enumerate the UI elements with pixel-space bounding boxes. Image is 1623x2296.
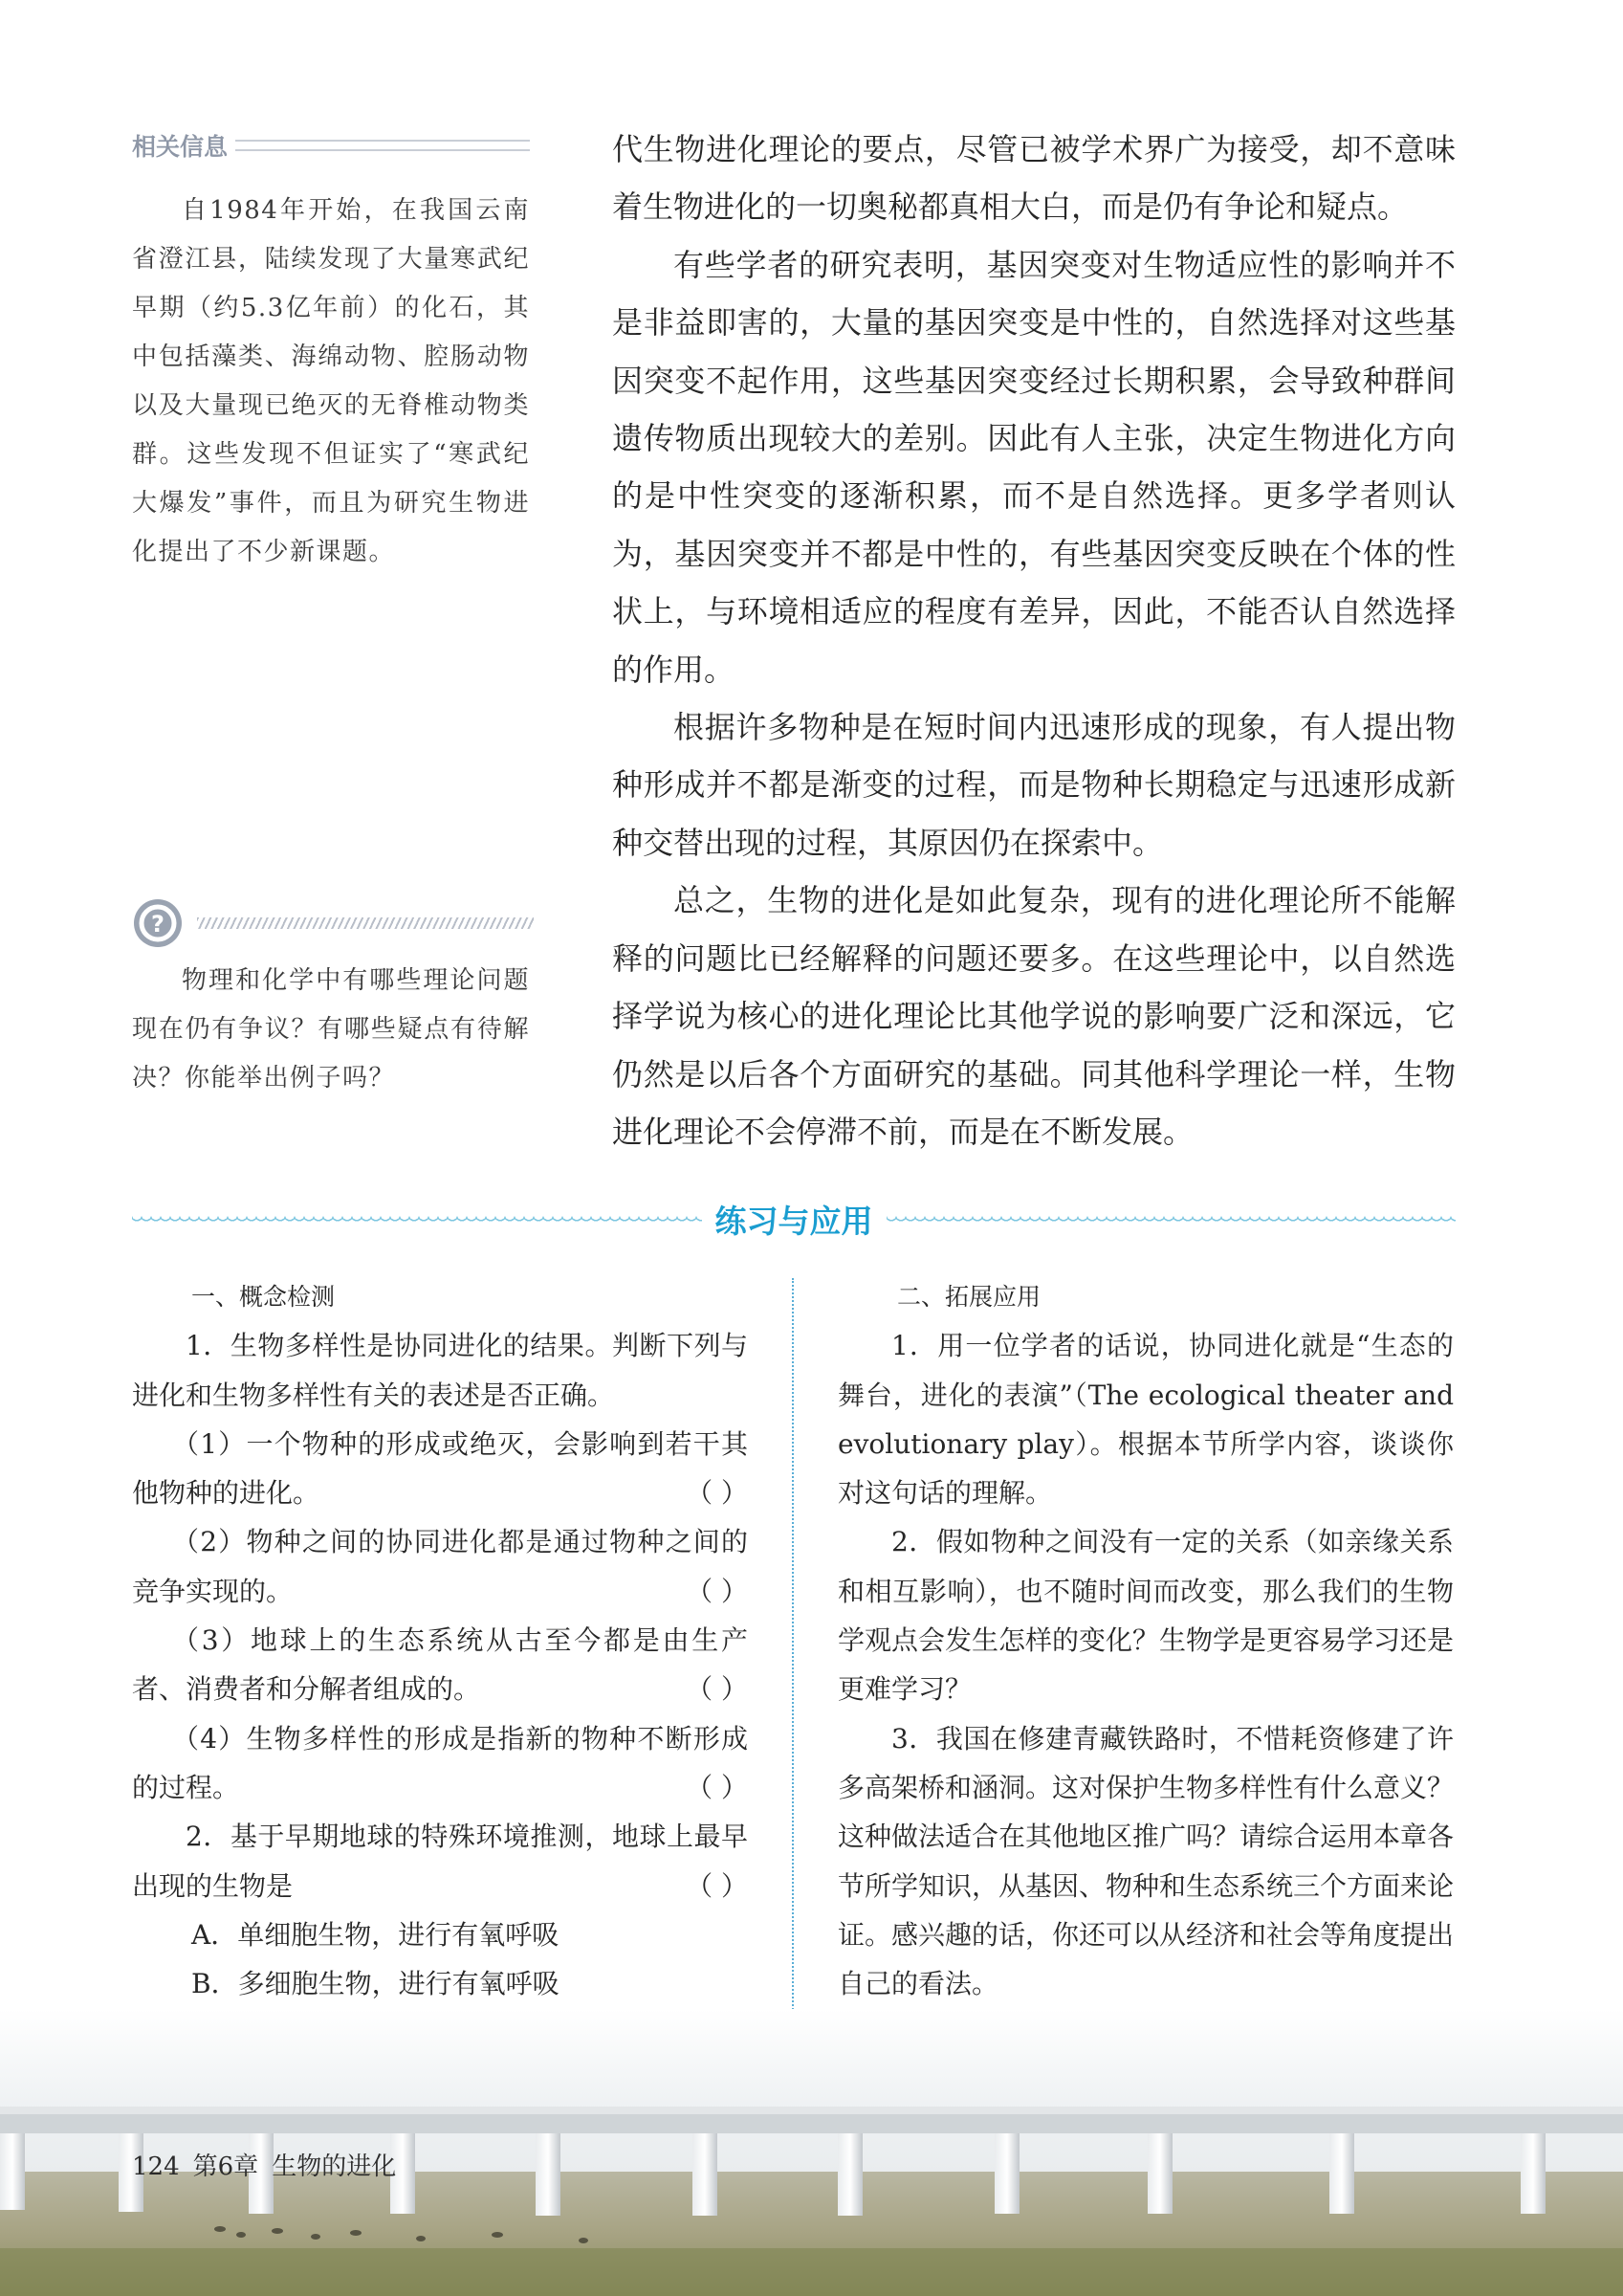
page-footer: [132, 2147, 409, 2182]
answer-bracket: （ ）: [686, 1477, 748, 1510]
header-rule: [235, 140, 530, 151]
related-info-text: 自1984年开始，在我国云南省澄江县，陆续发现了大量寒武纪早期（约5.3亿年前）的化石，其中包括藻类、海绵动物、腔肠动物以及大量现已绝灭的无脊椎动物类群。这些发现不但证实了“寒武纪大爆发”事件，而且为研究生物进化提出了不少新课题。: [132, 196, 530, 566]
column-divider: [792, 1278, 794, 2101]
page-number: 124: [132, 2152, 180, 2181]
question-1: 1．生物多样性是协同进化的结果。判断下列与进化和生物多样性有关的表述是否正确。: [132, 1330, 748, 1411]
section-title-concept: 一、概念检测: [191, 1283, 336, 1311]
paragraph-2: 有些学者的研究表明，基因突变对生物适应性的影响并不是非益即害的，大量的基因突变是中性的，自然选择对这些基因突变不起作用，这些基因突变经过长期积累，会导致种群间遗传物质出现较大的差别。因此有人主张，决定生物进化方向的是中性突变的逐渐积累，而不是自然选择。更多学者则认为，基因突变并不都是中性的，有些基因突变反映在个体的性状上，与环境相适应的程度有差异，因此，不能否认自然选择的作用。: [612, 246, 1456, 688]
question-icon: [132, 897, 184, 949]
statement-2: （2）物种之间的协同进化都是通过物种之间的竞争实现的。 （ ）: [132, 1517, 748, 1616]
answer-bracket: （ ）: [686, 1575, 748, 1607]
question-box: [132, 957, 530, 1103]
question-rule: [197, 917, 534, 929]
statement-3: （3）地球上的生态系统从古至今都是由生产者、消费者和分解者组成的。 （ ）: [132, 1616, 748, 1714]
application-question-1: 1．用一位学者的话说，协同进化就是“生态的舞台，进化的表演”（The ecological theater and evolutionary play）。根据本节所学内容，谈谈你对这句话的理解。: [838, 1330, 1454, 1510]
application-question-2: 2．假如物种之间没有一定的关系（如亲缘关系和相互影响），也不随时间而改变，那么我们的生物学观点会发生怎样的变化？生物学是更容易学习还是更难学习？: [838, 1526, 1455, 1706]
paragraph-1: 代生物进化理论的要点，尽管已被学术界广为接受，却不意味着生物进化的一切奥秘都真相大白，而是仍有争论和疑点。: [612, 131, 1456, 226]
related-info-box: [132, 187, 530, 577]
paragraph-3: 根据许多物种是在短时间内迅速形成的现象，有人提出物种形成并不都是渐变的过程，而是物种长期稳定与迅速形成新种交替出现的过程，其原因仍在探索中。: [612, 709, 1456, 861]
extended-application-column: [838, 1272, 1454, 2008]
related-info-title: 相关信息: [132, 133, 229, 161]
application-question-3: 3．我国在修建青藏铁路时，不惜耗资修建了许多高架桥和涵洞。这对保护生物多样性有什么意义？这种做法适合在其他地区推广吗？请综合运用本章各节所学知识，从基因、物种和生态系统三个方面来论证。感兴趣的话，你还可以从经济和社会等角度提出自己的看法。: [838, 1722, 1455, 2000]
chapter-title: 生物的进化: [272, 2152, 397, 2181]
question-header: [132, 897, 534, 949]
main-text: [612, 121, 1456, 1160]
related-info-header: [132, 126, 530, 165]
exercise-title: 练习与应用: [714, 1202, 873, 1240]
section-title-extended: 二、拓展应用: [897, 1283, 1042, 1311]
option-b: B．多细胞生物，进行有氧呼吸: [191, 1968, 559, 2000]
wave-rule-left: [132, 1212, 702, 1225]
question-text: 物理和化学中有哪些理论问题现在仍有争议？有哪些疑点有待解决？你能举出例子吗？: [132, 966, 530, 1093]
question-2: 2．基于早期地球的特殊环境推测，地球上最早出现的生物是 （ ）: [132, 1812, 748, 1910]
answer-bracket: （ ）: [686, 1771, 748, 1803]
option-a: A．单细胞生物，进行有氧呼吸: [191, 1918, 559, 1951]
statement-4: （4）生物多样性的形成是指新的物种不断形成的过程。 （ ）: [132, 1714, 748, 1813]
exercise-header: [132, 1194, 1456, 1244]
paragraph-4: 总之，生物的进化是如此复杂，现有的进化理论所不能解释的问题比已经解释的问题还要多。在这些理论中，以自然选择学说为核心的进化理论比其他学说的影响要广泛和深远，它仍然是以后各个方面研究的基础。同其他科学理论一样，生物进化理论不会停滞不前，而是在不断发展。: [612, 882, 1456, 1150]
answer-bracket: （ ）: [686, 1673, 748, 1706]
chapter-label: 第6章: [192, 2152, 259, 2181]
statement-1: （1）一个物种的形成或绝灭，会影响到若干其他物种的进化。 （ ）: [132, 1420, 748, 1518]
wave-rule-right: [887, 1212, 1457, 1225]
answer-bracket: （ ）: [686, 1869, 748, 1902]
svg-text:?: ?: [151, 911, 164, 938]
concept-check-column: [132, 1272, 748, 2107]
